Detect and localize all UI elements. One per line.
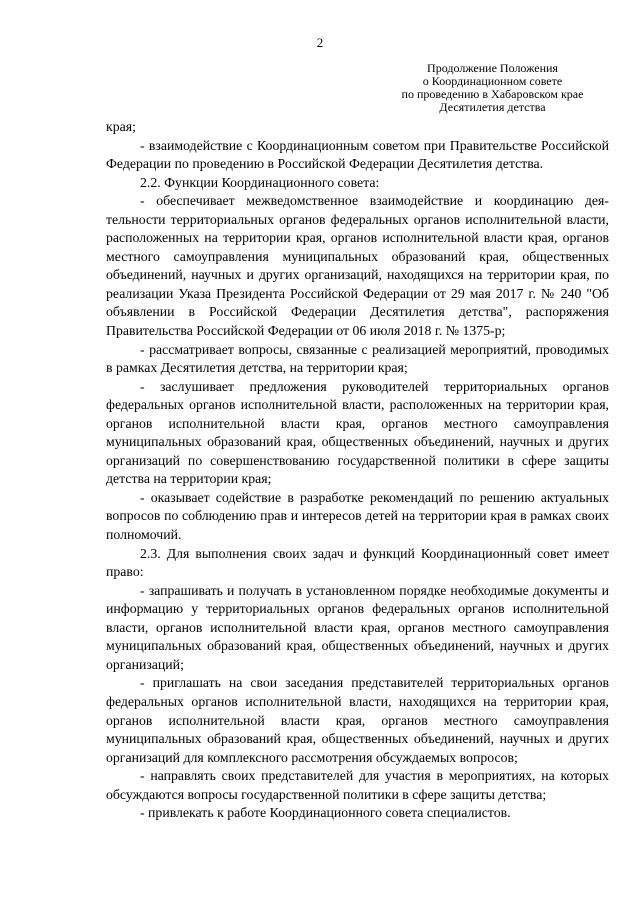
section-2-3-heading: 2.3. Для выполнения своих задач и функций Координационный совет имеет право:: [106, 545, 609, 580]
paragraph-region-end: края;: [106, 119, 136, 134]
paragraph-send-representatives: - направлять своих представителей для участия в мероприятиях, на которых обсуждаются вопросы государственной политики в сфере защиты детства;: [106, 768, 609, 802]
header-line-region: по проведению в Хабаровском крае: [401, 87, 584, 101]
paragraph-considers-issues: - рассматривает вопросы, связанные с реализацией мероприятий, проводимых в рамках Десятилетия детства, на территории края;: [106, 341, 609, 376]
paragraph-assists-recommendations: - оказывает содействие в разработке рекомендаций по решению актуальных вопросов по соблюдению прав и интересов детей на территории края в рамках своих полномочий.: [106, 489, 609, 543]
paragraph-invite-representatives: - приглашать на свои заседания представителей территориальных органов федеральных органов исполнительной власти, находящихся на территории края, органов исполнительной власти края, органов местного самоуправления муниципальных образований края, общественных объединений, научных и других организаций для комплексного рассмотрения обсуждаемых вопросов;: [106, 675, 609, 765]
document-header: [385, 62, 600, 114]
page-number: 2: [316, 35, 324, 50]
paragraph-coordination: - обеспечивает межведомственное взаимодействие и координацию деятельности территориальных органов федеральных органов исполнительной власти, расположенных на территории края, органов исполнительной власти края, органов местного самоуправления муниципальных образований края, общественных объединений, научных и других организаций, находящихся на территории края, по реализации Указа Президента Российской Федерации от 29 мая 2017 г. № 240 "Об объявлении в Российской Федерации Десятилетия детства", распоряжения Правительства Российской Федерации от 06 июля 2018 г. № 1375-р;: [106, 193, 609, 339]
document-body: [106, 118, 609, 823]
paragraph-request-documents: - запрашивать и получать в установленном порядке необходимые документы и информацию у территориальных органов федеральных органов исполнительной власти, органов исполнительной власти края, органов местного самоуправления муниципальных образований края, общественных объединений, научных и других организаций;: [106, 582, 609, 672]
paragraph-hears-proposals: - заслушивает предложения руководителей территориальных органов федеральных органов исполнительной власти, расположенных на территории края, органов исполнительной власти края, органов местного самоуправления муниципальных образований края, общественных объединений, научных и других организаций по совершенствованию государственной политики в сфере защиты детства на территории края;: [106, 378, 609, 487]
paragraph-involve-specialists: - привлекать к работе Координационного совета специалистов.: [140, 805, 511, 821]
section-2-2-heading: 2.2. Функции Координационного совета:: [140, 174, 380, 190]
header-line-decade: Десятилетия детства: [439, 100, 546, 114]
header-line-continuation: Продолжение Положения: [427, 61, 558, 75]
paragraph-interaction-government-council: - взаимодействие с Координационным советом при Правительстве Российской Федерации по проведению в Российской Федерации Десятилетия детства.: [106, 137, 609, 172]
header-line-council: о Координационном совете: [422, 74, 563, 88]
